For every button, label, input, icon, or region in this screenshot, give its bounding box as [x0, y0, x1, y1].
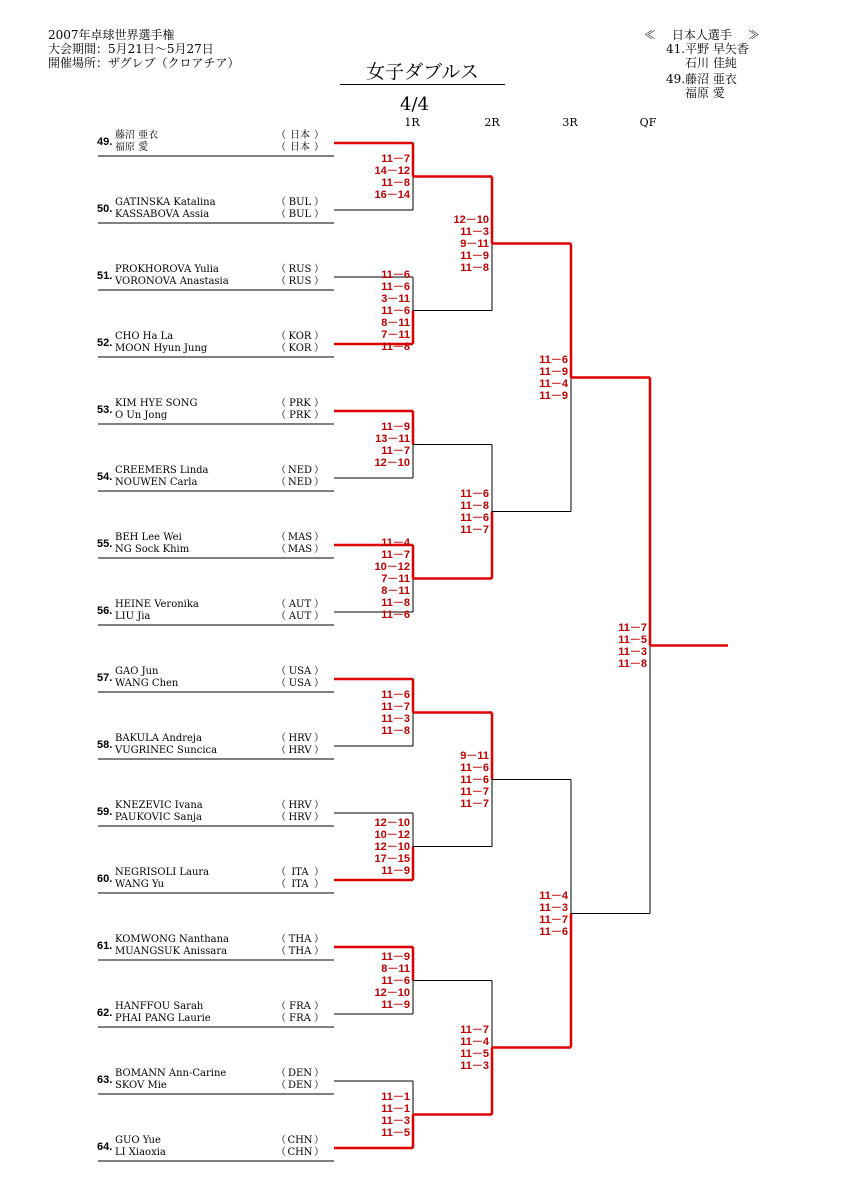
- match-score: 11－9: [539, 365, 568, 378]
- player-name: LI Xiaoxia: [115, 1147, 166, 1158]
- country-code: （ HRV ）: [276, 812, 324, 823]
- seed-number: 57.: [97, 672, 113, 684]
- country-code: （ USA ）: [276, 678, 324, 689]
- country-code: （ RUS ）: [276, 276, 324, 287]
- player-name: VUGRINEC Suncica: [115, 745, 218, 756]
- japanese-player-line: 福原 愛: [685, 86, 725, 100]
- country-code: （ ITA ）: [276, 879, 324, 890]
- event-name: 2007年卓球世界選手権: [48, 28, 175, 42]
- match-score: 11－3: [460, 225, 489, 238]
- round-header-qf: QF: [639, 116, 657, 129]
- player-name: VORONOVA Anastasia: [115, 276, 229, 287]
- match-score: 11－4: [539, 377, 568, 390]
- seed-number: 49.: [97, 136, 113, 148]
- match-score: 12－10: [453, 213, 489, 226]
- match-score: 11－7: [460, 797, 489, 810]
- match-score: 11－8: [460, 499, 489, 512]
- match-score: 11－9: [381, 950, 410, 963]
- match-score: 11－7: [381, 700, 410, 713]
- match-score: 11－9: [460, 249, 489, 262]
- match-score: 11－3: [381, 712, 410, 725]
- match-score: 11－7: [381, 548, 410, 561]
- match-score: 11－6: [460, 773, 489, 786]
- match-score: 11－7: [381, 444, 410, 457]
- match-score: 11－6: [539, 925, 568, 938]
- player-name: O Un Jong: [115, 410, 168, 421]
- match-score: 11－3: [618, 645, 647, 658]
- country-code: （ HRV ）: [276, 745, 324, 756]
- match-score: 11－8: [618, 657, 647, 670]
- match-score: 11－7: [460, 523, 489, 536]
- country-code: （ HRV ）: [276, 800, 324, 811]
- match-score: 12－10: [374, 840, 410, 853]
- country-code: （ BUL ）: [276, 197, 324, 208]
- player-name: CREEMERS Linda: [115, 465, 209, 476]
- country-code: （ DEN ）: [276, 1080, 324, 1091]
- match-score: 7－11: [381, 572, 410, 585]
- match-score: 11－8: [381, 596, 410, 609]
- player-name: HANFFOU Sarah: [115, 1001, 204, 1012]
- match-score: 11－6: [381, 280, 410, 293]
- seed-number: 54.: [97, 471, 113, 483]
- player-name: NEGRISOLI Laura: [115, 867, 210, 878]
- player-name: PAUKOVIC Sanja: [115, 812, 203, 823]
- player-name: WANG Chen: [115, 678, 179, 689]
- country-code: （ FRA ）: [276, 1001, 324, 1012]
- player-name: GAO Jun: [115, 666, 159, 677]
- country-code: （ PRK ）: [276, 398, 324, 409]
- country-code: （ MAS ）: [276, 544, 324, 555]
- country-code: （ DEN ）: [276, 1068, 324, 1079]
- player-name: MUANGSUK Anissara: [115, 946, 228, 957]
- match-score: 11－6: [381, 974, 410, 987]
- match-score: 11－6: [460, 761, 489, 774]
- page-title: 女子ダブルス: [340, 60, 505, 85]
- player-name: PROKHOROVA Yulia: [115, 264, 219, 275]
- player-name: PHAI PANG Laurie: [115, 1013, 211, 1024]
- japanese-player-line: 49.藤沼 亜衣: [666, 72, 737, 86]
- japanese-players-heading: ≪ 日本人選手 ≫: [644, 28, 760, 42]
- country-code: （ NED ）: [276, 465, 324, 476]
- player-name: WANG Yu: [115, 879, 165, 890]
- match-score: 3－11: [381, 292, 410, 305]
- match-score: 11－1: [381, 1090, 410, 1103]
- country-code: （ AUT ）: [276, 599, 324, 610]
- match-score: 16－14: [374, 188, 410, 201]
- country-code: （ KOR ）: [276, 343, 324, 354]
- match-score: 11－6: [381, 268, 410, 281]
- player-name: NG Sock Khim: [115, 544, 190, 555]
- seed-number: 60.: [97, 873, 113, 885]
- seed-number: 64.: [97, 1141, 113, 1153]
- seed-number: 55.: [97, 538, 113, 550]
- match-score: 8－11: [381, 584, 410, 597]
- country-code: （ HRV ）: [276, 733, 324, 744]
- match-score: 11－5: [381, 1126, 410, 1139]
- match-score: 11－6: [460, 511, 489, 524]
- seed-number: 58.: [97, 739, 113, 751]
- country-code: （ FRA ）: [276, 1013, 324, 1024]
- match-score: 7－11: [381, 328, 410, 341]
- country-code: （ AUT ）: [276, 611, 324, 622]
- japanese-player-line: 石川 佳純: [685, 56, 737, 70]
- match-score: 13－11: [375, 432, 410, 445]
- player-name: KOMWONG Nanthana: [115, 934, 230, 945]
- country-code: （ MAS ）: [276, 532, 324, 543]
- country-code: （ THA ）: [276, 946, 324, 957]
- country-code: （ PRK ）: [276, 410, 324, 421]
- match-score: 11－6: [381, 608, 410, 621]
- match-score: 9－11: [460, 749, 489, 762]
- match-score: 10－12: [374, 560, 410, 573]
- country-code: （ ITA ）: [276, 867, 324, 878]
- player-name: MOON Hyun Jung: [115, 343, 208, 354]
- match-score: 11－9: [539, 389, 568, 402]
- round-header-3r: 3R: [562, 116, 578, 129]
- country-code: （ 日本 ）: [276, 142, 324, 153]
- match-score: 11－8: [460, 261, 489, 274]
- match-score: 11－9: [381, 998, 410, 1011]
- country-code: （ 日本 ）: [276, 130, 324, 141]
- player-name: KIM HYE SONG: [115, 398, 198, 409]
- page-number: 4/4: [400, 94, 429, 115]
- match-score: 11－4: [381, 536, 410, 549]
- match-score: 11－9: [381, 864, 410, 877]
- player-name: BEH Lee Wei: [115, 532, 182, 543]
- player-name: 福原 愛: [115, 142, 149, 153]
- player-name: KNEZEVIC Ivana: [115, 800, 203, 811]
- match-score: 11－7: [460, 1023, 489, 1036]
- player-name: GATINSKA Katalina: [115, 197, 216, 208]
- player-name: GUO Yue: [115, 1135, 161, 1146]
- seed-number: 62.: [97, 1007, 113, 1019]
- player-name: LIU Jia: [115, 611, 151, 622]
- match-score: 11－5: [460, 1047, 489, 1060]
- match-score: 8－11: [381, 962, 410, 975]
- country-code: （ KOR ）: [276, 331, 324, 342]
- seed-number: 59.: [97, 806, 113, 818]
- match-score: 11－3: [539, 901, 568, 914]
- match-score: 12－10: [374, 986, 410, 999]
- match-score: 11－7: [539, 913, 568, 926]
- seed-number: 51.: [97, 270, 113, 282]
- match-score: 11－8: [381, 724, 410, 737]
- match-score: 11－1: [381, 1102, 410, 1115]
- seed-number: 63.: [97, 1074, 113, 1086]
- match-score: 11－8: [381, 176, 410, 189]
- player-name: CHO Ha La: [115, 331, 174, 342]
- match-score: 11－5: [618, 633, 647, 646]
- country-code: （ CHN ）: [276, 1135, 324, 1146]
- seed-number: 56.: [97, 605, 113, 617]
- country-code: （ USA ）: [276, 666, 324, 677]
- player-name: BOMANN Ann-Carine: [115, 1068, 227, 1079]
- match-score: 11－4: [460, 1035, 489, 1048]
- match-score: 11－3: [381, 1114, 410, 1127]
- country-code: （ CHN ）: [276, 1147, 324, 1158]
- round-header-1r: 1R: [404, 116, 420, 129]
- player-name: BAKULA Andreja: [115, 733, 202, 744]
- seed-number: 61.: [97, 940, 113, 952]
- round-header-2r: 2R: [484, 116, 500, 129]
- japanese-player-line: 41.平野 早矢香: [666, 42, 749, 56]
- match-score: 11－6: [460, 487, 489, 500]
- match-score: 11－6: [539, 353, 568, 366]
- match-score: 11－3: [460, 1059, 489, 1072]
- match-score: 11－4: [539, 889, 568, 902]
- player-name: HEINE Veronika: [115, 599, 199, 610]
- match-score: 11－9: [381, 420, 410, 433]
- player-name: NOUWEN Carla: [115, 477, 198, 488]
- match-score: 11－7: [381, 152, 410, 165]
- country-code: （ NED ）: [276, 477, 324, 488]
- country-code: （ THA ）: [276, 934, 324, 945]
- country-code: （ BUL ）: [276, 209, 324, 220]
- country-code: （ RUS ）: [276, 264, 324, 275]
- match-score: 11－6: [381, 304, 410, 317]
- match-score: 11－7: [618, 621, 647, 634]
- event-period: 大会期間：5月21日～5月27日: [48, 42, 214, 56]
- match-score: 12－10: [374, 456, 410, 469]
- event-venue: 開催場所：ザグレブ（クロアチア）: [48, 56, 240, 70]
- match-score: 11－8: [381, 340, 410, 353]
- match-score: 17－15: [374, 852, 410, 865]
- match-score: 8－11: [381, 316, 410, 329]
- match-score: 11－6: [381, 688, 410, 701]
- seed-number: 53.: [97, 404, 113, 416]
- player-name: KASSABOVA Assia: [115, 209, 210, 220]
- match-score: 12－10: [374, 816, 410, 829]
- seed-number: 52.: [97, 337, 113, 349]
- player-name: 藤沼 亜衣: [115, 130, 159, 141]
- seed-number: 50.: [97, 203, 113, 215]
- match-score: 11－7: [460, 785, 489, 798]
- match-score: 9－11: [460, 237, 489, 250]
- match-score: 14－12: [374, 164, 410, 177]
- match-score: 10－12: [374, 828, 410, 841]
- player-name: SKOV Mie: [115, 1080, 167, 1091]
